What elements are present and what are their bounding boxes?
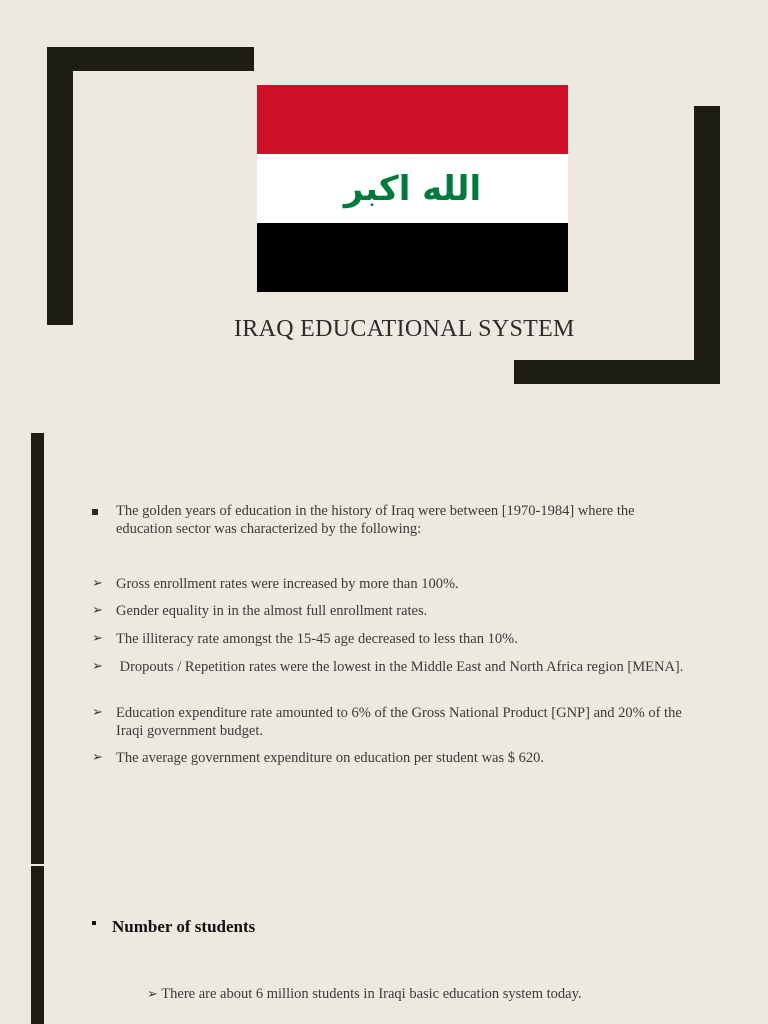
- list-item-text: Gross enrollment rates were increased by more than 100%.: [116, 576, 459, 592]
- flag-of-iraq: [257, 85, 568, 292]
- list-item-text: There are about 6 million students in Iraqi basic education system today.: [161, 986, 582, 1002]
- list-item: [92, 575, 692, 593]
- flag-black-stripe: [257, 223, 568, 292]
- frame-bottom-right-vertical: [694, 106, 720, 384]
- frame-bottom-right-horizontal: [514, 360, 720, 384]
- list-item-text: Dropouts / Repetition rates were the lowest in the Middle East and North Africa region [MENA].: [116, 659, 684, 675]
- list-item: [92, 602, 692, 620]
- list-item-text: The average government expenditure on education per student was $ 620.: [116, 750, 545, 766]
- arrow-bullet-icon: ➢: [147, 987, 158, 1002]
- flag-red-stripe: [257, 85, 568, 154]
- slide2-left-rule: [31, 433, 44, 864]
- small-square-bullet-icon: [92, 921, 96, 925]
- title-slide: [0, 0, 768, 410]
- list-item: [92, 749, 692, 767]
- slide3-left-rule: [31, 866, 44, 1024]
- frame-top-left-horizontal: [47, 47, 254, 71]
- list-item: [147, 986, 582, 1003]
- section-heading-text: Number of students: [112, 917, 256, 936]
- arrow-bullet-icon: ➢: [92, 750, 103, 765]
- arrow-bullet-icon: ➢: [92, 631, 103, 646]
- list-item: [92, 704, 692, 740]
- list-item: [92, 658, 692, 676]
- frame-top-left-vertical: [47, 47, 73, 325]
- arrow-bullet-icon: ➢: [92, 659, 103, 674]
- square-bullet-icon: [92, 502, 112, 520]
- arrow-bullet-icon: ➢: [92, 705, 103, 720]
- intro-paragraph: [92, 502, 692, 538]
- section-heading: [92, 917, 255, 937]
- list-item-text: Gender equality in in the almost full enrollment rates.: [116, 603, 428, 619]
- flag-inscription: الله اكبر: [343, 168, 482, 209]
- list-item: [92, 630, 692, 648]
- list-item-text: Education expenditure rate amounted to 6% of the Gross National Product [GNP] and 20% of the Iraqi government budget.: [116, 705, 682, 739]
- slide-title: IRAQ EDUCATIONAL SYSTEM: [234, 316, 575, 342]
- arrow-bullet-icon: ➢: [92, 576, 103, 591]
- list-item-text: The illiteracy rate amongst the 15-45 age decreased to less than 10%.: [116, 631, 518, 647]
- intro-text: The golden years of education in the history of Iraq were between [1970-1984] where the education sector was characterized by the following:: [116, 503, 635, 537]
- arrow-bullet-icon: ➢: [92, 603, 103, 618]
